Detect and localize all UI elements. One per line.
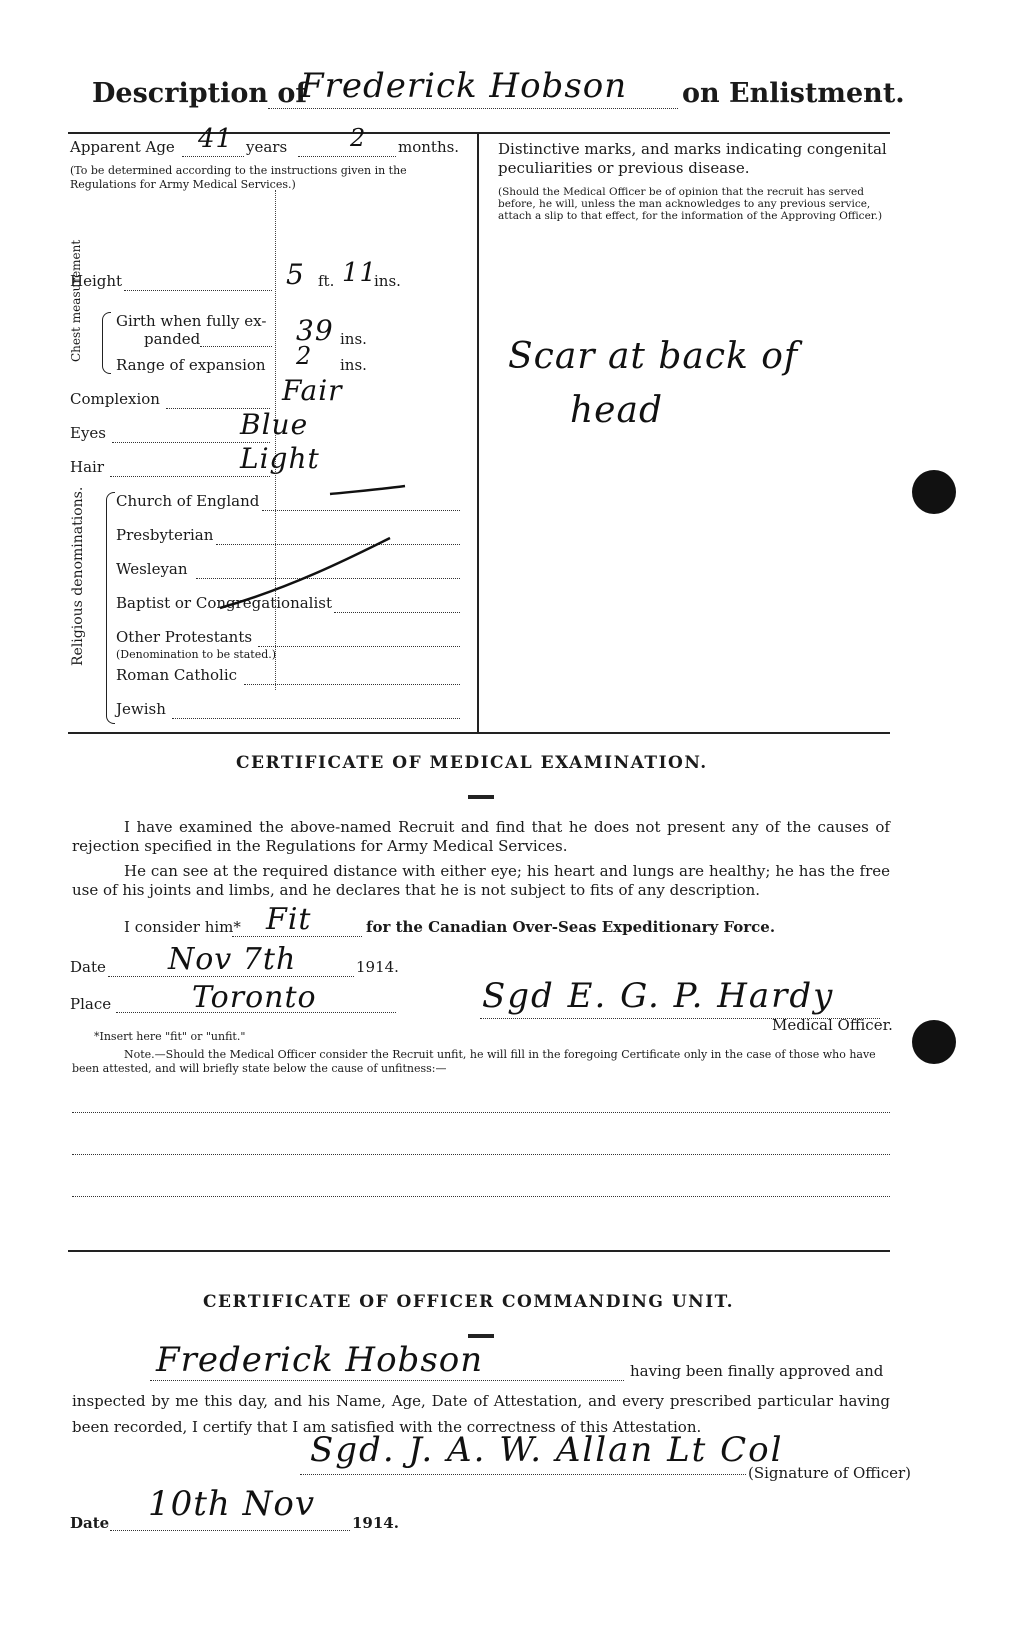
title-name-line xyxy=(268,108,678,109)
girth-ins-label: ins. xyxy=(340,330,367,348)
eyes-label: Eyes xyxy=(70,424,106,442)
title-prefix: Description of xyxy=(92,78,307,109)
religion-presbyterian: Presbyterian xyxy=(116,526,214,544)
punch-hole-top xyxy=(912,470,956,514)
age-months-value: 2 xyxy=(350,124,367,152)
distinctive-marks-heading: Distinctive marks, and marks indicating congenital peculiarities or previous disease. xyxy=(498,140,887,177)
height-label: Height xyxy=(70,272,123,290)
eyes-value: Blue xyxy=(240,408,309,441)
fitness-verdict: Fit xyxy=(266,902,312,937)
consider-prefix: I consider him* xyxy=(124,918,241,936)
medical-officer-label: Medical Officer. xyxy=(772,1016,893,1034)
commanding-recruit-name: Frederick Hobson xyxy=(156,1340,484,1380)
religion-line-6 xyxy=(244,684,460,685)
complexion-label: Complexion xyxy=(70,390,160,408)
religion-wesleyan: Wesleyan xyxy=(116,560,188,578)
months-label: months. xyxy=(398,138,460,156)
religion-church-of-england: Church of England xyxy=(116,492,260,510)
commanding-date-line xyxy=(110,1530,350,1531)
chest-brace xyxy=(102,312,111,374)
section-divider-commanding xyxy=(68,1250,890,1252)
place-value: Toronto xyxy=(192,980,317,1015)
height-in-value: 11 xyxy=(342,258,378,288)
height-ins-label: ins. xyxy=(374,272,401,290)
distinctive-marks-line-2: head xyxy=(570,390,663,431)
commanding-year: 1914. xyxy=(352,1514,399,1532)
insert-note: *Insert here "fit" or "unfit." xyxy=(94,1030,246,1043)
ft-label: ft. xyxy=(318,272,335,290)
commanding-officer-signature: Sgd. J. A. W. Allan Lt Col xyxy=(310,1430,784,1470)
consider-suffix: for the Canadian Over-Seas Expeditionary Force. xyxy=(366,918,776,936)
hair-value: Light xyxy=(240,442,320,475)
religion-handwritten-mark xyxy=(200,478,420,618)
unfit-note: Note.—Should the Medical Officer consider the Recruit unfit, he will fill in the foregoing Certificate only in the case of those who have been attested, and will briefly state below the cause of unfitness:— xyxy=(72,1048,876,1075)
height-ft-value: 5 xyxy=(286,258,305,291)
other-protestants-note: (Denomination to be stated.) xyxy=(116,648,277,661)
medical-heading-rule xyxy=(468,795,494,799)
age-years-value: 41 xyxy=(198,124,234,154)
age-months-line xyxy=(298,156,396,157)
religion-line-5 xyxy=(258,646,460,647)
signature-of-officer-label: (Signature of Officer) xyxy=(748,1464,912,1482)
commanding-signature-line xyxy=(300,1474,746,1475)
age-label: Apparent Age xyxy=(70,138,175,156)
range-value: 2 xyxy=(296,342,313,370)
place-line xyxy=(116,1012,396,1013)
hair-leader xyxy=(110,476,270,477)
complexion-value: Fair xyxy=(282,374,343,407)
form-top-border xyxy=(68,132,890,134)
range-ins-label: ins. xyxy=(340,356,367,374)
column-divider xyxy=(477,132,479,732)
distinctive-marks-note: (Should the Medical Officer be of opinion that the recruit has served before, he will, unless the man acknowledges to any previous service, attach a slip to that effect, for the information of the Approving Officer.) xyxy=(498,186,883,222)
religious-denominations-label: Religious denominations. xyxy=(70,486,86,666)
commanding-heading-rule xyxy=(468,1334,494,1338)
unfitness-line-1 xyxy=(72,1112,890,1113)
punch-hole-bottom xyxy=(912,1020,956,1064)
religion-brace xyxy=(106,492,115,724)
place-label: Place xyxy=(70,995,112,1013)
medical-paragraph-1: I have examined the above-named Recruit and find that he does not present any of the causes of rejection specified in the Regulations for Army Medical Services. xyxy=(72,818,890,855)
section-divider-medical xyxy=(68,732,890,734)
unfitness-line-2 xyxy=(72,1154,890,1155)
chest-measurement-label: Chest measurement xyxy=(69,239,83,362)
girth-leader xyxy=(200,346,272,347)
commanding-date-value: 10th Nov xyxy=(148,1484,316,1524)
medical-certificate-heading: CERTIFICATE OF MEDICAL EXAMINATION. xyxy=(236,753,708,773)
height-leader xyxy=(124,290,272,291)
medical-officer-signature: Sgd E. G. P. Hardy xyxy=(482,976,835,1016)
age-instructions-note: (To be determined according to the instructions given in the Regulations for Army Medical Services.) xyxy=(70,164,407,191)
age-years-line xyxy=(182,156,244,157)
fitness-line xyxy=(232,936,362,937)
girth-value: 39 xyxy=(296,314,334,347)
commanding-paragraph-rest: inspected by me this day, and his Name, Age, Date of Attestation, and every prescribed particular having been recorded, I certify that I am satisfied with the correctness of this Attestation. xyxy=(72,1392,890,1436)
religion-roman-catholic: Roman Catholic xyxy=(116,666,238,684)
girth-label-2: panded xyxy=(144,330,201,348)
religion-jewish: Jewish xyxy=(116,700,166,718)
girth-label-1: Girth when fully ex- xyxy=(116,312,267,330)
medical-date-line xyxy=(108,976,354,977)
distinctive-marks-line-1: Scar at back of xyxy=(508,336,799,377)
commanding-certificate-heading: CERTIFICATE OF OFFICER COMMANDING UNIT. xyxy=(203,1292,735,1312)
commanding-name-line xyxy=(150,1380,624,1381)
range-label: Range of expansion xyxy=(116,356,266,374)
medical-paragraph-2: He can see at the required distance with either eye; his heart and lungs are healthy; he has the free use of his joints and limbs, and he declares that he is not subject to fits of any description. xyxy=(72,862,890,899)
unfitness-line-3 xyxy=(72,1196,890,1197)
title-suffix: on Enlistment. xyxy=(682,78,905,109)
medical-date-value: Nov 7th xyxy=(168,942,297,977)
medical-date-label: Date xyxy=(70,958,106,976)
religion-baptist: Baptist or Congregationalist xyxy=(116,594,332,612)
years-label: years xyxy=(246,138,288,156)
religion-line-7 xyxy=(172,718,460,719)
religion-other-protestants: Other Protestants xyxy=(116,628,253,646)
title-recruit-name: Frederick Hobson xyxy=(300,66,628,106)
commanding-date-label: Date xyxy=(70,1514,110,1532)
hair-label: Hair xyxy=(70,458,104,476)
medical-year: 1914. xyxy=(356,958,399,976)
commanding-paragraph-start: having been finally approved and xyxy=(630,1362,884,1380)
